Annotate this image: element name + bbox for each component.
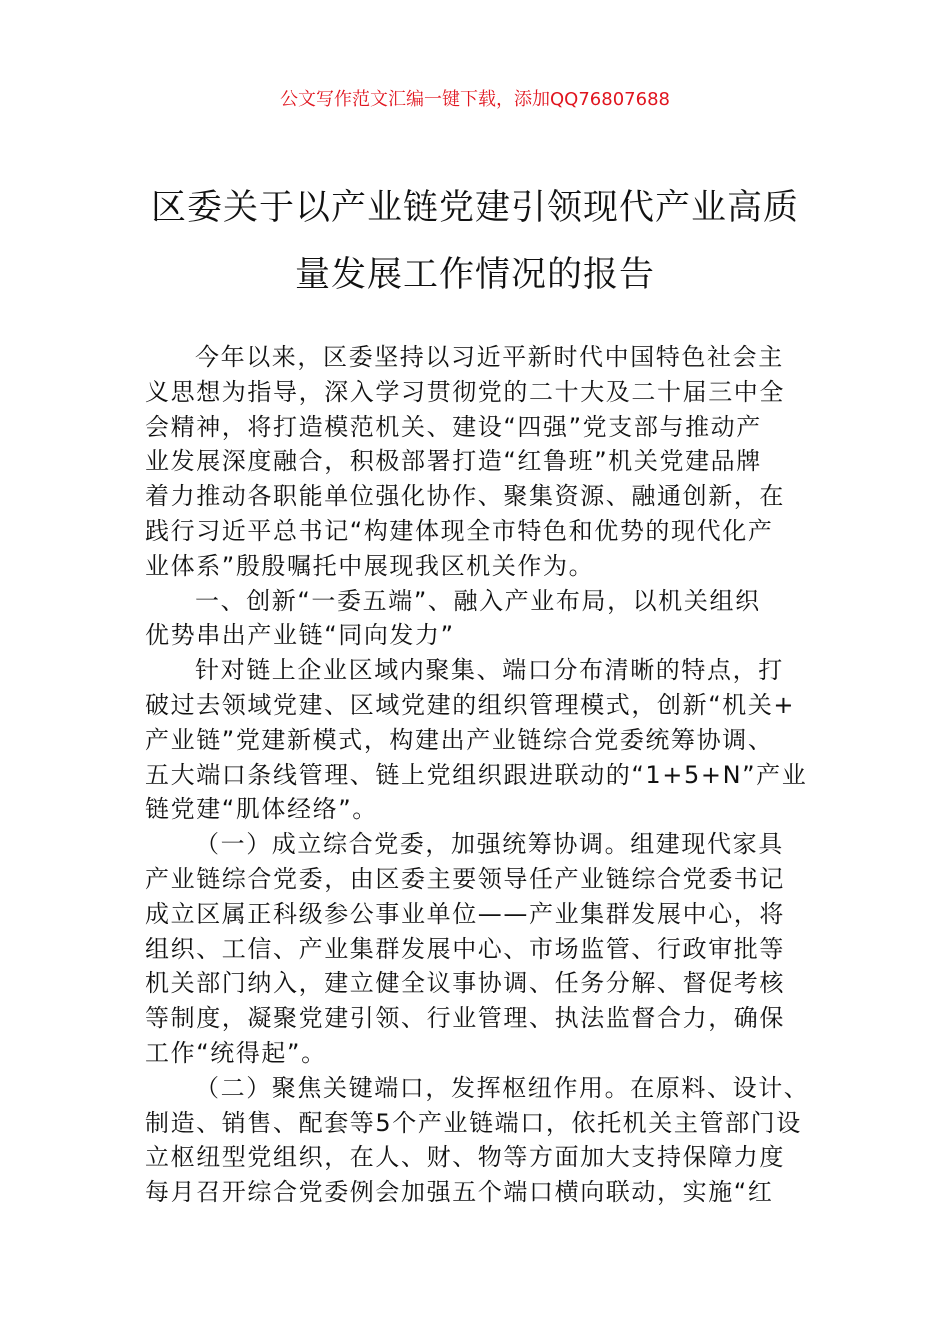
document-body [145,340,810,1210]
text-line: 优势串出产业链“同向发力” [145,621,455,650]
text-line: 组织、工信、产业集群发展中心、市场监管、行政审批等 [145,934,785,963]
text-line: 立枢纽型党组织，在人、财、物等方面加大支持保障力度 [145,1143,785,1172]
text-line: 业发展深度融合，积极部署打造“红鲁班”机关党建品牌 [145,447,762,476]
text-line: 机关部门纳入，建立健全议事协调、任务分解、督促考核 [145,969,785,998]
text-line: 着力推动各职能单位强化协作、聚集资源、融通创新，在 [145,482,785,511]
text-line: 会精神，将打造模范机关、建设“四强”党支部与推动产 [145,412,762,441]
text-line: 成立区属正科级参公事业单位——产业集群发展中心，将 [145,899,785,928]
document-title-line-1: 区委关于以产业链党建引领现代产业高质 [150,188,799,228]
text-line: 工作“统得起”。 [145,1038,327,1067]
subsection-1-paragraph [145,827,810,1071]
text-line: 今年以来，区委坚持以习近平新时代中国特色社会主 [195,343,784,371]
text-line: 义思想为指导，深入学习贯彻党的二十大及二十届三中全 [145,377,785,406]
text-line: 一、创新“一委五端”、融入产业布局，以机关组织 [195,586,761,615]
text-line: （一）成立综合党委，加强统筹协调。组建现代家具 [195,830,784,859]
download-banner: 公文写作范文汇编一键下载，添加QQ76807688 [280,89,670,110]
section-heading-1 [145,584,810,654]
section-1-paragraph [145,653,810,827]
subsection-2-paragraph [145,1071,810,1210]
intro-paragraph [145,340,810,584]
text-line: 每月召开综合党委例会加强五个端口横向联动，实施“红 [145,1178,774,1207]
text-line: 等制度，凝聚党建引领、行业管理、执法监督合力，确保 [145,1004,785,1033]
text-line: 产业链综合党委，由区委主要领导任产业链综合党委书记 [145,864,785,893]
text-line: （二）聚焦关键端口，发挥枢纽作用。在原料、设计、 [195,1073,810,1102]
text-line: 破过去领域党建、区域党建的组织管理模式，创新“机关+ [145,690,796,719]
text-line: 产业链”党建新模式，构建出产业链综合党委统筹协调、 [145,725,774,754]
text-line: 制造、销售、配套等5个产业链端口，依托机关主管部门设 [145,1108,802,1137]
text-line: 五大端口条线管理、链上党组织跟进联动的“1+5+N”产业 [145,760,808,789]
text-line: 践行习近平总书记“构建体现全市特色和优势的现代化产 [145,516,774,545]
text-line: 业体系”殷殷嘱托中展现我区机关作为。 [145,551,595,580]
document-title-line-2: 量发展工作情况的报告 [294,255,655,295]
text-line: 针对链上企业区域内聚集、端口分布清晰的特点，打 [195,656,784,685]
text-line: 链党建“肌体经络”。 [145,795,378,824]
